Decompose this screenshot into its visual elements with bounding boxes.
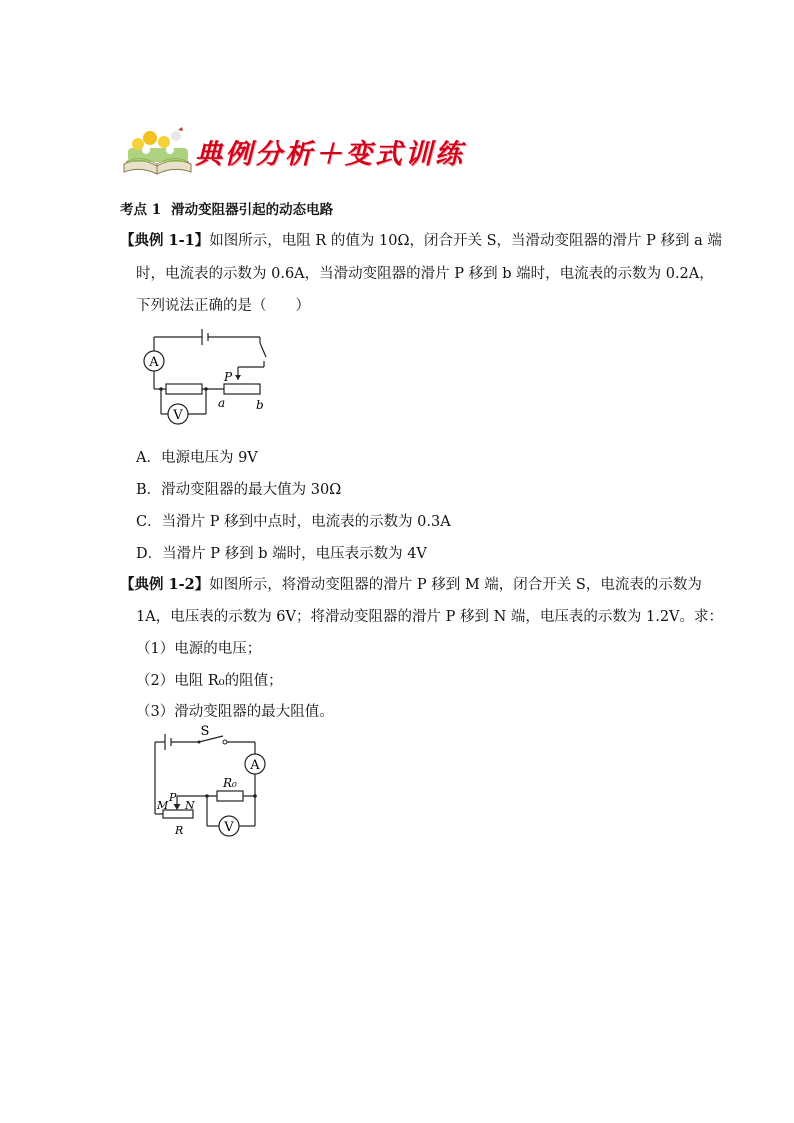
section-heading <box>120 198 333 218</box>
banner-title: 典例分析＋变式训练 <box>195 139 465 170</box>
option-d: D．当滑片 P 移到 b 端时，电压表示数为 4V <box>136 546 427 562</box>
voltmeter-label: V <box>173 408 183 423</box>
rheostat <box>224 384 260 394</box>
example2-line1 <box>120 573 702 594</box>
example1-text1: 如图所示，电阻 R 的值为 10Ω，闭合开关 S，当滑动变阻器的滑片 P 移到 a 端 <box>209 233 722 249</box>
example2-line2: 1A，电压表的示数为 6V；将滑动变阻器的滑片 P 移到 N 端，电压表的示数为 1.2V。求： <box>136 609 724 625</box>
circuit-diagram-2 <box>145 722 275 842</box>
switch-label: S <box>200 724 210 739</box>
option-c: C．当滑片 P 移到中点时，电流表的示数为 0.3A <box>136 514 451 530</box>
slider-label: P <box>224 370 233 384</box>
junction-dot <box>159 387 163 391</box>
junction-dot <box>253 794 257 798</box>
voltmeter-label: V <box>224 820 234 835</box>
end-m-label: M <box>157 799 169 812</box>
example1-line1 <box>120 229 722 250</box>
slider-arrow <box>174 804 181 810</box>
question-1: （1）电源的电压； <box>136 641 262 657</box>
junction-dot <box>205 794 209 798</box>
example1-tag: 【典例 1-1】 <box>120 232 210 249</box>
resistor-r <box>166 384 202 394</box>
section-title: 滑动变阻器引起的动态电路 <box>171 202 334 218</box>
slider-label: P <box>169 791 177 804</box>
question-2: （2）电阻 R₀的阻值； <box>136 673 283 689</box>
slider-arrow <box>235 375 241 380</box>
rheostat-label: R <box>175 824 184 837</box>
end-b-label: b <box>256 398 264 412</box>
r0-label: R₀ <box>223 776 237 790</box>
circuit-diagram-1 <box>140 325 280 430</box>
example1-line2: 时，电流表的示数为 0.6A，当滑动变阻器的滑片 P 移到 b 端时，电流表的示数为 0.2A， <box>136 266 714 282</box>
section-label: 考点 1 <box>120 202 162 218</box>
resistor-r0 <box>217 791 243 801</box>
example1-line3: 下列说法正确的是（ ） <box>136 298 310 314</box>
example2-tag: 【典例 1-2】 <box>120 576 210 593</box>
book-flowers-icon <box>120 126 195 176</box>
switch-blade <box>260 343 266 357</box>
ammeter-label: A <box>149 355 159 370</box>
end-n-label: N <box>185 799 195 812</box>
ammeter-label: A <box>250 758 260 773</box>
question-3: （3）滑动变阻器的最大阻值。 <box>136 704 334 720</box>
example2-text1: 如图所示，将滑动变阻器的滑片 P 移到 M 端，闭合开关 S，电流表的示数为 <box>209 577 702 593</box>
option-b: B．滑动变阻器的最大值为 30Ω <box>136 482 342 498</box>
junction-dot <box>204 387 208 391</box>
option-a: A．电源电压为 9V <box>136 450 258 466</box>
end-a-label: a <box>218 396 226 410</box>
section-banner <box>120 126 470 176</box>
